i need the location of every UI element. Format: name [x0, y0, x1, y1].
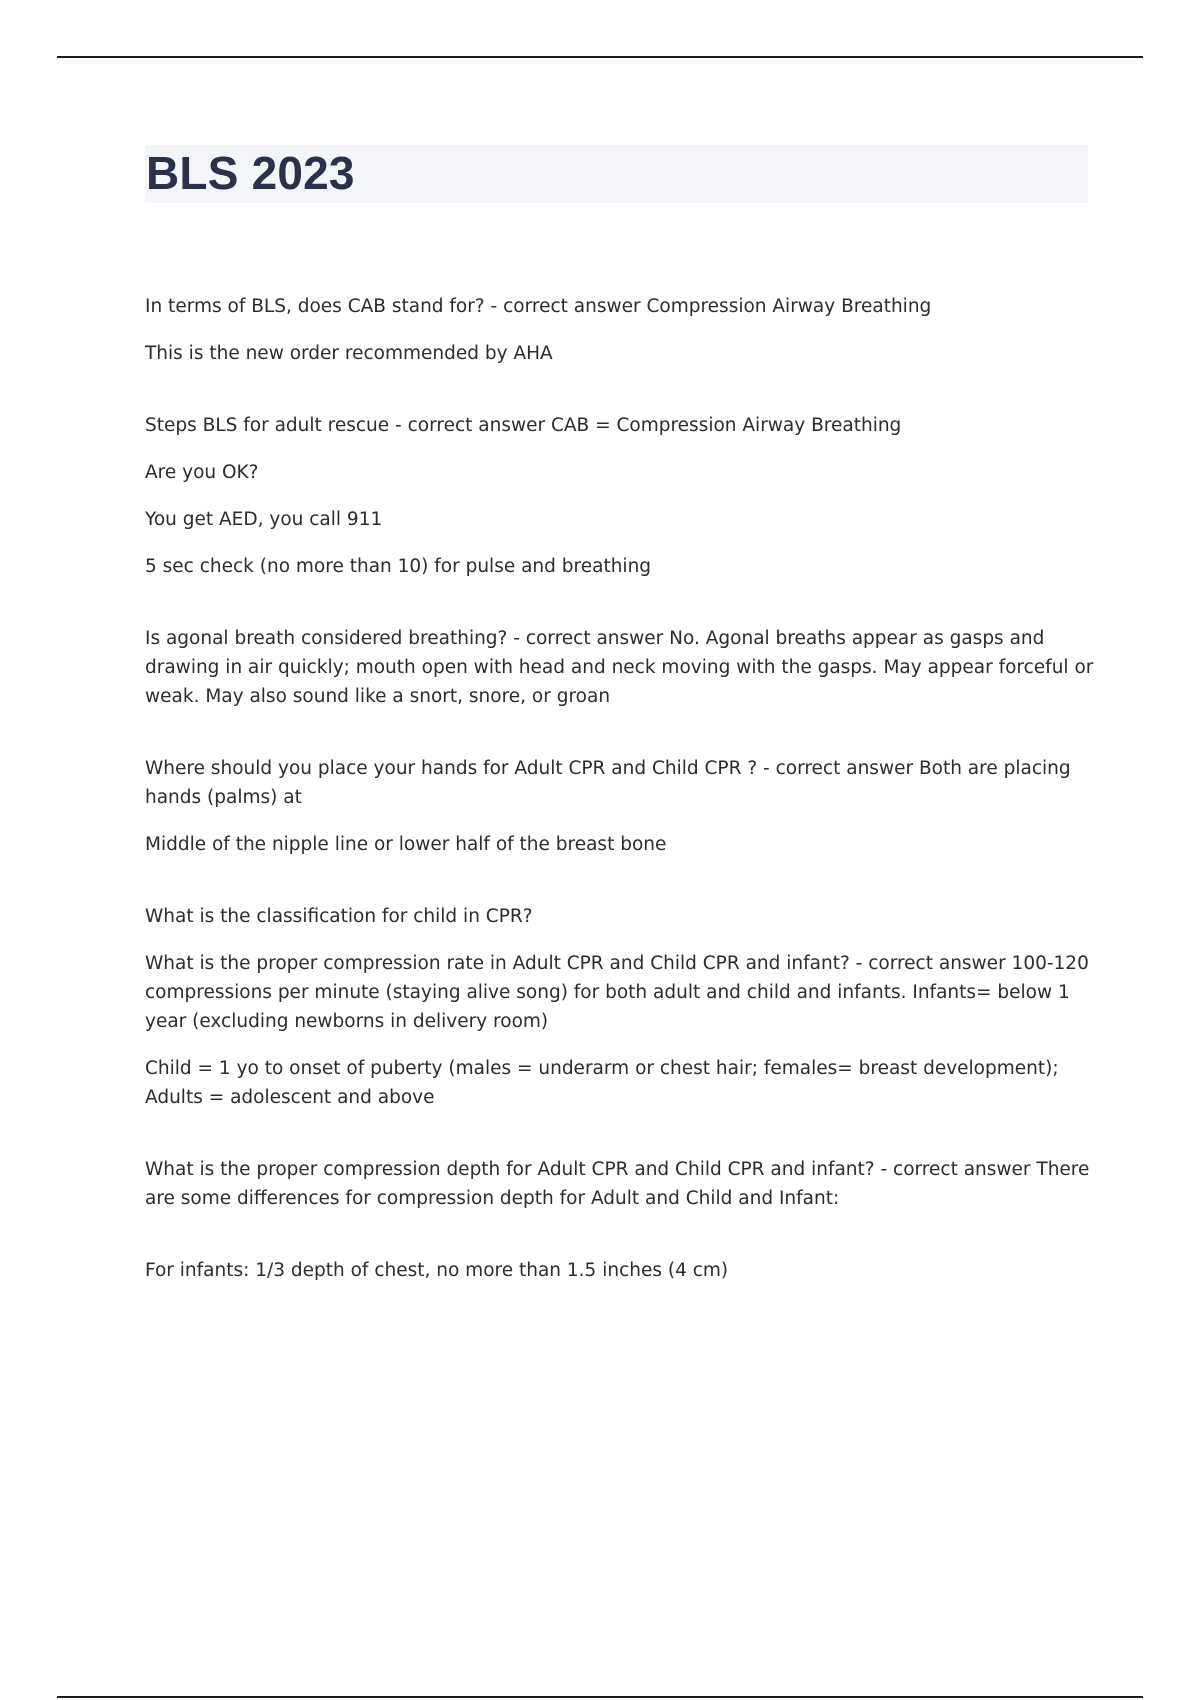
paragraph-aha-order: This is the new order recommended by AHA — [145, 343, 553, 364]
top-rule — [57, 56, 1143, 58]
paragraph-compression-rate: What is the proper compression rate in Adult CPR and Child CPR and infant? - correct answer 100-120 compressions per minute (staying alive song) for both adult and child and infants. Infants= below 1 year (excluding newborns in delivery room) — [145, 953, 1089, 1032]
paragraph-cab-question: In terms of BLS, does CAB stand for? - correct answer Compression Airway Breathing — [145, 296, 932, 317]
paragraph-adult-rescue-steps: Steps BLS for adult rescue - correct answer CAB = Compression Airway Breathing — [145, 415, 902, 436]
paragraph-are-you-ok: Are you OK? — [145, 462, 259, 483]
paragraph-pulse-check: 5 sec check (no more than 10) for pulse and breathing — [145, 556, 652, 577]
document-body — [145, 292, 1095, 1303]
paragraph-get-aed: You get AED, you call 911 — [145, 509, 383, 530]
paragraph-infant-depth: For infants: 1/3 depth of chest, no more than 1.5 inches (4 cm) — [145, 1260, 729, 1281]
paragraph-hand-placement: Where should you place your hands for Adult CPR and Child CPR ? - correct answer Both are placing hands (palms) at — [145, 758, 1071, 808]
paragraph-child-classification: What is the classification for child in CPR? — [145, 906, 533, 927]
paragraph-agonal-breath: Is agonal breath considered breathing? - correct answer No. Agonal breaths appear as gasps and drawing in air quickly; mouth open with head and neck moving with the gasps. May appear forceful or weak. May also sound like a snort, snore, or groan — [145, 628, 1094, 707]
paragraph-nipple-line: Middle of the nipple line or lower half of the breast bone — [145, 834, 667, 855]
bottom-rule — [57, 1696, 1143, 1698]
paragraph-compression-depth: What is the proper compression depth for Adult CPR and Child CPR and infant? - correct answer There are some differences for compression depth for Adult and Child and Infant: — [145, 1159, 1090, 1209]
paragraph-child-definition: Child = 1 yo to onset of puberty (males = underarm or chest hair; females= breast development); Adults = adolescent and above — [145, 1058, 1059, 1108]
page-title: BLS 2023 — [146, 147, 355, 199]
